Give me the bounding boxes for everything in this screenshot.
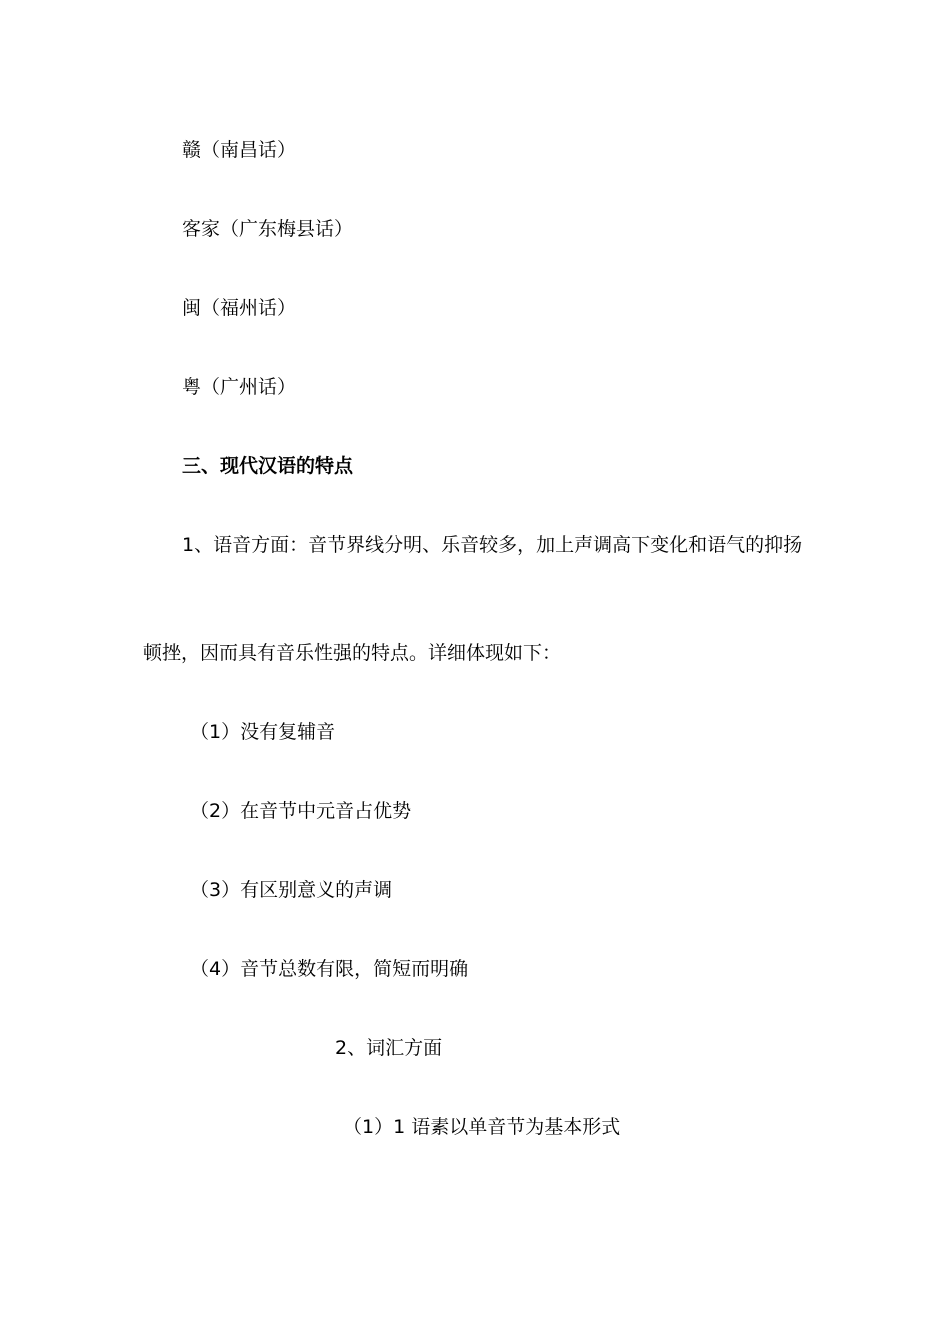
subheading-vocabulary: 2、词汇方面 — [335, 1037, 443, 1059]
dialect-yue: 粤（广州话） — [182, 376, 297, 398]
vocabulary-item-1: （1）1 语素以单音节为基本形式 — [343, 1116, 621, 1138]
list-item-1: （1）没有复辅音 — [190, 721, 336, 743]
paragraph-phonetics-line2: 顿挫，因而具有音乐性强的特点。详细体现如下： — [143, 642, 562, 664]
paragraph-phonetics-line1: 1、语音方面：音节界线分明、乐音较多，加上声调高下变化和语气的抑扬 — [182, 534, 803, 556]
dialect-gan: 赣（南昌话） — [182, 139, 297, 161]
section-heading: 三、现代汉语的特点 — [182, 455, 354, 477]
list-item-3: （3）有区别意义的声调 — [190, 879, 393, 901]
list-item-4: （4）音节总数有限，简短而明确 — [190, 958, 469, 980]
dialect-min: 闽（福州话） — [182, 297, 297, 319]
dialect-hakka: 客家（广东梅县话） — [182, 218, 354, 240]
list-item-2: （2）在音节中元音占优势 — [190, 800, 412, 822]
